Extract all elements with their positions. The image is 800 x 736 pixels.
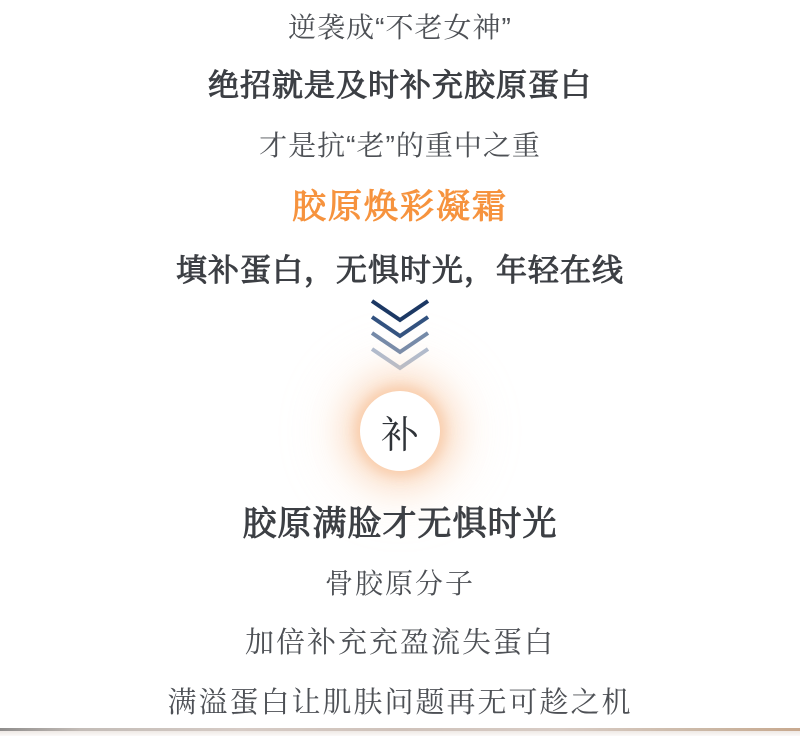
benefit-line-1: 骨胶原分子 bbox=[324, 568, 475, 599]
next-section-image-fade bbox=[0, 731, 800, 736]
product-name: 胶原焕彩凝霜 bbox=[292, 188, 508, 226]
intro-line-1: 逆袭成“不老女神” bbox=[288, 12, 512, 43]
intro-line-3: 才是抗“老”的重中之重 bbox=[259, 130, 541, 161]
benefit-line-3: 满溢蛋白让肌肤问题再无可趁之机 bbox=[167, 687, 633, 719]
product-slogan: 填补蛋白，无惧时光，年轻在线 bbox=[176, 253, 624, 288]
intro-line-2: 绝招就是及时补充胶原蛋白 bbox=[208, 68, 592, 103]
supplement-badge-label: 补 bbox=[380, 414, 419, 457]
supplement-badge bbox=[360, 391, 440, 471]
benefit-line-2: 加倍补充充盈流失蛋白 bbox=[244, 627, 555, 659]
benefits-title: 胶原满脸才无惧时光 bbox=[242, 505, 558, 543]
chevron-down-icon bbox=[370, 299, 430, 371]
